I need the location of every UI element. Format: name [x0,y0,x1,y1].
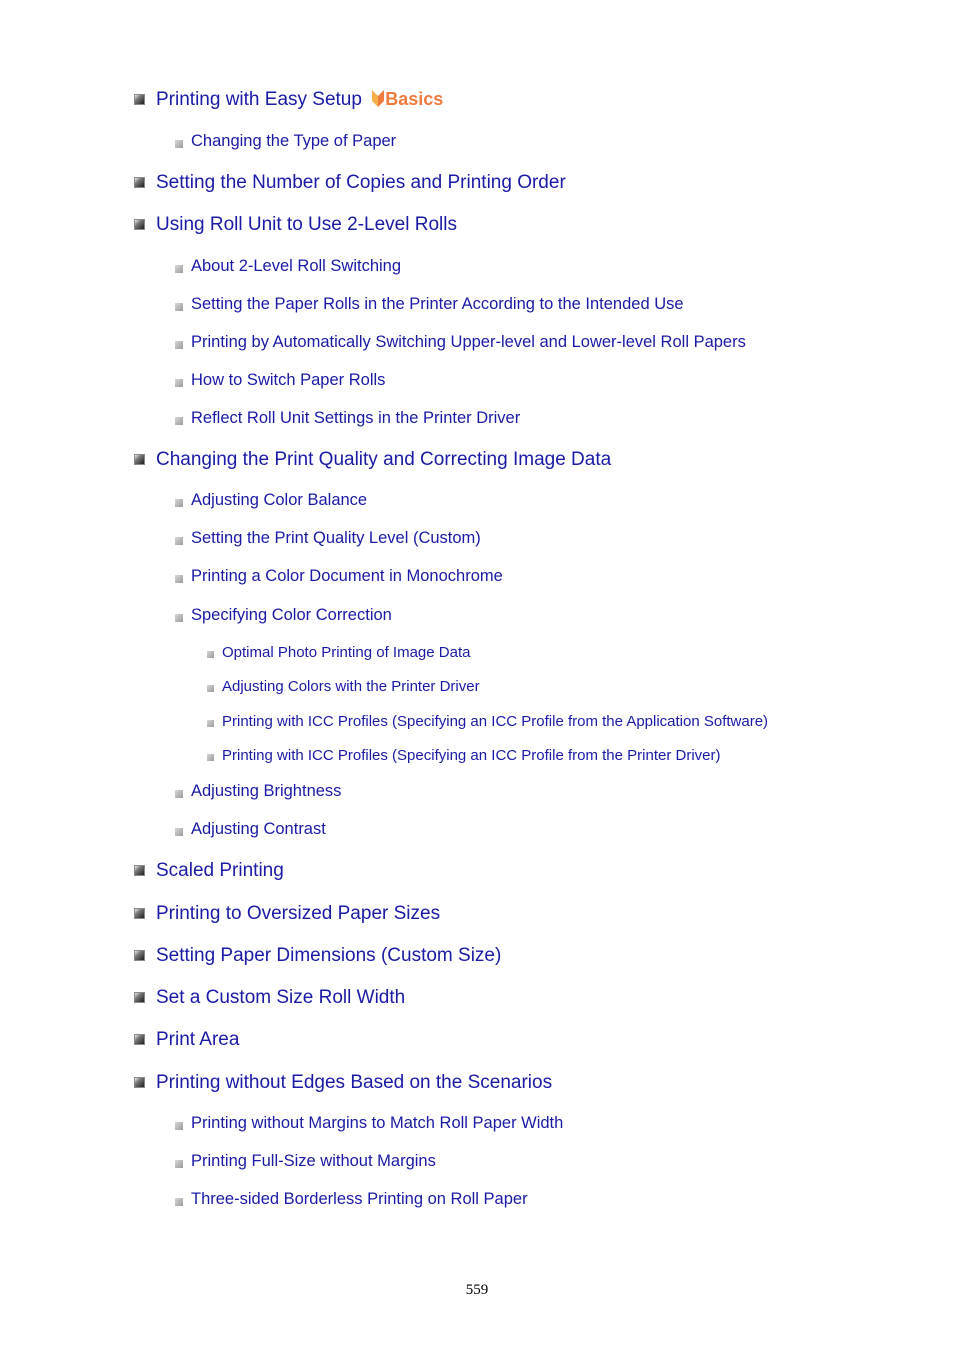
toc-entry-custom-roll-width[interactable] [134,987,405,1009]
toc-entry-print-area[interactable] [134,1029,239,1051]
toc-entry-label: Printing a Color Document in Monochrome [191,567,503,585]
subsection-bullet-icon [175,303,183,311]
toc-entry-label: Printing without Edges Based on the Scenarios [156,1072,553,1093]
toc-entry-icc-driver[interactable] [207,747,721,764]
page-number: 559 [465,1282,489,1298]
toc-entry-label: Setting Paper Dimensions (Custom Size) [156,945,502,966]
toc-entry-scaled-printing[interactable] [134,860,284,882]
toc-entry-label: Scaled Printing [156,860,284,881]
section-bullet-icon [134,1034,145,1045]
subsection-bullet-icon [175,537,183,545]
toc-entry-reflect-roll-unit[interactable] [175,409,520,428]
toc-entry-label: Changing the Print Quality and Correcting Image Data [156,449,612,470]
toc-entry-label: Specifying Color Correction [191,606,392,624]
toc-entry-label: Printing to Oversized Paper Sizes [156,903,441,924]
toc-entry-label: Three-sided Borderless Printing on Roll Paper [191,1190,528,1208]
toc-entry-label: How to Switch Paper Rolls [191,371,386,389]
toc-entry-label: Setting the Paper Rolls in the Printer According to the Intended Use [191,295,684,313]
toc-entry-label: Setting the Print Quality Level (Custom) [191,529,481,547]
toc-entry-contrast[interactable] [175,820,326,839]
toc-entry-changing-type-of-paper[interactable] [175,132,396,151]
toc-entry-without-margins-roll[interactable] [175,1114,563,1133]
toc-entry-label: Printing Full-Size without Margins [191,1152,436,1170]
toc-entry-setting-paper-rolls[interactable] [175,295,684,314]
toc-entry-full-size-without-margins[interactable] [175,1152,436,1171]
toc-entry-label: Adjusting Colors with the Printer Driver [222,678,480,695]
toc-entry-optimal-photo[interactable] [207,644,470,661]
toc-entry-label: Using Roll Unit to Use 2-Level Rolls [156,214,457,235]
toc-entry-label: Printing with ICC Profiles (Specifying an ICC Profile from the Application Software) [222,713,769,730]
section-bullet-icon [134,865,145,876]
toc-entry-switch-paper-rolls[interactable] [175,371,385,390]
toc-entry-label: Adjusting Color Balance [191,491,368,509]
subsection-bullet-icon [175,417,183,425]
toc-entry-label: Printing without Margins to Match Roll Paper Width [191,1114,564,1132]
toc-entry-label: Adjusting Brightness [191,782,342,800]
section-bullet-icon [134,992,145,1003]
section-bullet-icon [134,908,145,919]
subsection-bullet-icon [175,341,183,349]
subsection-bullet-icon [175,499,183,507]
toc-entry-without-edges[interactable] [134,1072,552,1094]
toc-entry-color-balance[interactable] [175,491,367,510]
subsection-bullet-icon [175,828,183,836]
subsection-bullet-icon [175,575,183,583]
toc-entry-label: Setting the Number of Copies and Printing Order [156,172,566,193]
subsection-bullet-icon [175,140,183,148]
toc-entry-brightness[interactable] [175,782,341,801]
toc-entry-roll-unit[interactable] [134,214,457,236]
toc-entry-label: Printing with ICC Profiles (Specifying an ICC Profile from the Printer Driver) [222,747,721,764]
section-bullet-icon [134,454,145,465]
toc-entry-label: Adjusting Contrast [191,820,326,838]
basics-label: Basics [385,89,444,109]
toc-entry-oversized-paper[interactable] [134,903,440,925]
toc-entry-auto-switching[interactable] [175,333,746,352]
subsubsection-bullet-icon [207,685,214,692]
toc-entry-icc-application[interactable] [207,713,768,730]
section-bullet-icon [134,219,145,230]
subsection-bullet-icon [175,379,183,387]
subsubsection-bullet-icon [207,754,214,761]
section-bullet-icon [134,950,145,961]
toc-entry-custom-size[interactable] [134,945,501,967]
basics-icon [372,90,384,107]
subsubsection-bullet-icon [207,720,214,727]
toc-entry-label: Optimal Photo Printing of Image Data [222,644,471,661]
toc-entry-label: Printing with Easy Setup [156,89,362,110]
basics-badge [372,89,443,110]
section-bullet-icon [134,1077,145,1088]
toc-entry-monochrome[interactable] [175,567,503,586]
toc-entry-about-roll-switching[interactable] [175,257,401,276]
section-bullet-icon [134,94,145,105]
toc-entry-label: Set a Custom Size Roll Width [156,987,406,1008]
toc-entry-label: About 2-Level Roll Switching [191,257,402,275]
toc-entry-label: Reflect Roll Unit Settings in the Printer Driver [191,409,521,427]
subsection-bullet-icon [175,1122,183,1130]
subsection-bullet-icon [175,790,183,798]
toc-entry-label: Print Area [156,1029,240,1050]
toc-entry-color-correction[interactable] [175,606,392,625]
toc-entry-number-of-copies[interactable] [134,172,566,194]
subsubsection-bullet-icon [207,651,214,658]
section-bullet-icon [134,177,145,188]
toc-entry-adjusting-colors-driver[interactable] [207,678,480,695]
subsection-bullet-icon [175,1198,183,1206]
subsection-bullet-icon [175,265,183,273]
subsection-bullet-icon [175,1160,183,1168]
toc-entry-print-quality[interactable] [134,449,611,471]
toc-entry-printing-with-easy-setup[interactable] [134,89,443,111]
toc-entry-print-quality-level[interactable] [175,529,481,548]
toc-entry-label: Changing the Type of Paper [191,132,397,150]
subsection-bullet-icon [175,614,183,622]
toc-entry-label: Printing by Automatically Switching Upper-level and Lower-level Roll Papers [191,333,746,351]
toc-entry-three-sided-borderless[interactable] [175,1190,528,1209]
